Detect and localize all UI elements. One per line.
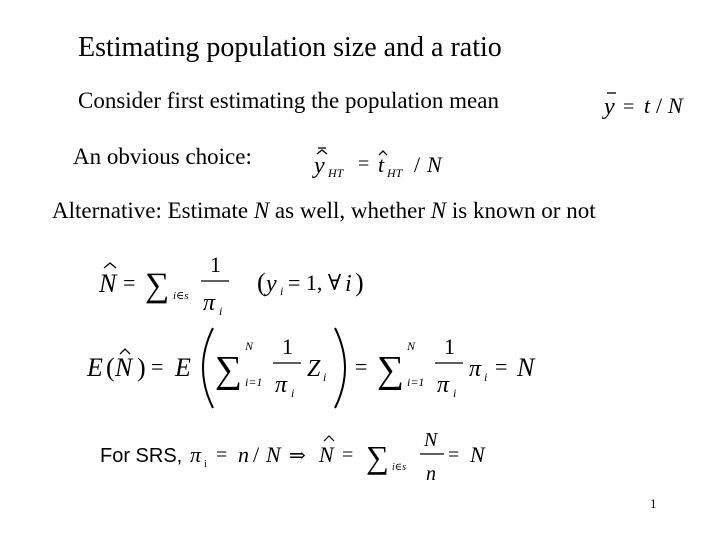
formula-expect-sum2-lower: i=1 bbox=[407, 375, 425, 389]
formula-expect-e: E bbox=[87, 353, 103, 382]
formula-expect-sum1: ∑ bbox=[215, 349, 243, 391]
formula-nhat-equals: = bbox=[123, 270, 136, 295]
formula-nhat-sum: ∑ bbox=[145, 267, 170, 304]
formula-nhat-n: N bbox=[99, 269, 117, 298]
formula-expect-lparen: ( bbox=[106, 353, 115, 382]
formula-ht-y: y bbox=[314, 153, 325, 179]
formula-expect-pi1-sub: i bbox=[291, 386, 295, 400]
formula-expect-result-n: N bbox=[517, 353, 535, 382]
obvious-choice-text: An obvious choice: bbox=[73, 144, 252, 169]
slide-title: Estimating population size and a ratio bbox=[78, 32, 502, 63]
formula-srs-result-n: N bbox=[470, 442, 485, 467]
formula-ht-estimator bbox=[308, 140, 458, 182]
alternative-text-mid: as well, whether bbox=[269, 198, 431, 223]
intro-text: Consider first estimating the population mean bbox=[78, 88, 499, 113]
formula-nhat-pi: π bbox=[203, 290, 216, 316]
formula-ht-t: t bbox=[378, 152, 385, 177]
formula-expect-z-sub: i bbox=[323, 370, 327, 384]
formula-ht-n: N bbox=[427, 152, 442, 177]
page-number: 1 bbox=[650, 496, 657, 511]
formula-expect-sum2-upper: N bbox=[407, 339, 416, 353]
formula-expect-equals3: = bbox=[495, 354, 508, 379]
alternative-text-n1: N bbox=[253, 198, 270, 223]
formula-srs-equals3: = bbox=[448, 444, 460, 466]
formula-nhat-open-paren: ( bbox=[257, 268, 266, 297]
formula-srs bbox=[98, 424, 508, 490]
formula-expect-equals2: = bbox=[355, 354, 368, 379]
formula-expect-equals1: = bbox=[151, 354, 164, 379]
formula-ht-slash: / bbox=[414, 152, 421, 177]
formula-nhat-condition: = 1, ∀ bbox=[288, 270, 342, 295]
formula-srs-sum: ∑ bbox=[366, 439, 389, 475]
formula-expect-pi3: π bbox=[469, 356, 482, 382]
formula-ht-t-sub: HT bbox=[387, 166, 403, 180]
formula-nhat-y: y bbox=[266, 271, 277, 297]
formula-expect-pi2: π bbox=[437, 372, 450, 398]
formula-srs-pi-sub: i bbox=[204, 459, 207, 470]
formula-ht-equals: = bbox=[358, 153, 370, 175]
formula-n-hat bbox=[95, 248, 395, 326]
formula-expect-numerator1: 1 bbox=[282, 334, 293, 359]
formula-nhat-pi-sub: i bbox=[219, 304, 223, 318]
formula-srs-pi: π bbox=[190, 442, 202, 467]
alternative-text-pre: Alternative: Estimate bbox=[52, 198, 254, 223]
formula-nhat-i: i bbox=[345, 271, 352, 297]
formula-srs-implies: ⇒ bbox=[289, 445, 306, 467]
formula-mean-equals: = bbox=[623, 96, 635, 118]
formula-srs-equals2: = bbox=[342, 444, 354, 466]
formula-expect-pi2-sub: i bbox=[453, 386, 457, 400]
formula-nhat-sum-index: i∈s bbox=[173, 290, 189, 302]
formula-srs-capital-n: N bbox=[266, 442, 281, 467]
formula-mean-t: t bbox=[644, 93, 651, 118]
formula-expect-sum1-lower: i=1 bbox=[245, 375, 263, 389]
formula-population-mean bbox=[600, 86, 695, 122]
formula-nhat-y-sub: i bbox=[280, 284, 284, 298]
formula-nhat-numerator: 1 bbox=[210, 252, 221, 277]
formula-expect-z: Z bbox=[307, 356, 321, 382]
alternative-text bbox=[52, 198, 596, 224]
formula-srs-n-hat: N bbox=[319, 442, 334, 467]
formula-mean-slash: / bbox=[656, 93, 663, 118]
formula-ht-y-sub: HT bbox=[328, 166, 344, 180]
formula-srs-frac-denominator: n bbox=[426, 463, 436, 485]
formula-srs-sum-index: i∈s bbox=[392, 462, 407, 473]
alternative-text-post: is known or not bbox=[446, 198, 596, 223]
formula-expect-sum2: ∑ bbox=[377, 349, 405, 391]
formula-expect-n: N bbox=[115, 353, 133, 382]
formula-srs-n: n bbox=[238, 442, 249, 467]
formula-srs-slash: / bbox=[253, 442, 260, 467]
formula-expect-pi3-sub: i bbox=[484, 370, 488, 384]
formula-srs-equals1: = bbox=[216, 444, 228, 466]
formula-expect-numerator2: 1 bbox=[444, 334, 455, 359]
formula-nhat-close-paren: ) bbox=[355, 268, 364, 297]
formula-expect-sum1-upper: N bbox=[245, 339, 254, 353]
formula-expect-e2: E bbox=[175, 353, 191, 382]
formula-expect-rparen: ) bbox=[137, 353, 146, 382]
formula-mean-y: y bbox=[604, 94, 615, 120]
formula-expectation bbox=[85, 320, 555, 420]
formula-mean-n: N bbox=[668, 93, 683, 118]
formula-srs-frac-numerator: N bbox=[424, 429, 438, 451]
formula-srs-prefix: For SRS, bbox=[100, 445, 183, 467]
alternative-text-n2: N bbox=[430, 198, 447, 223]
formula-expect-pi1: π bbox=[275, 372, 288, 398]
